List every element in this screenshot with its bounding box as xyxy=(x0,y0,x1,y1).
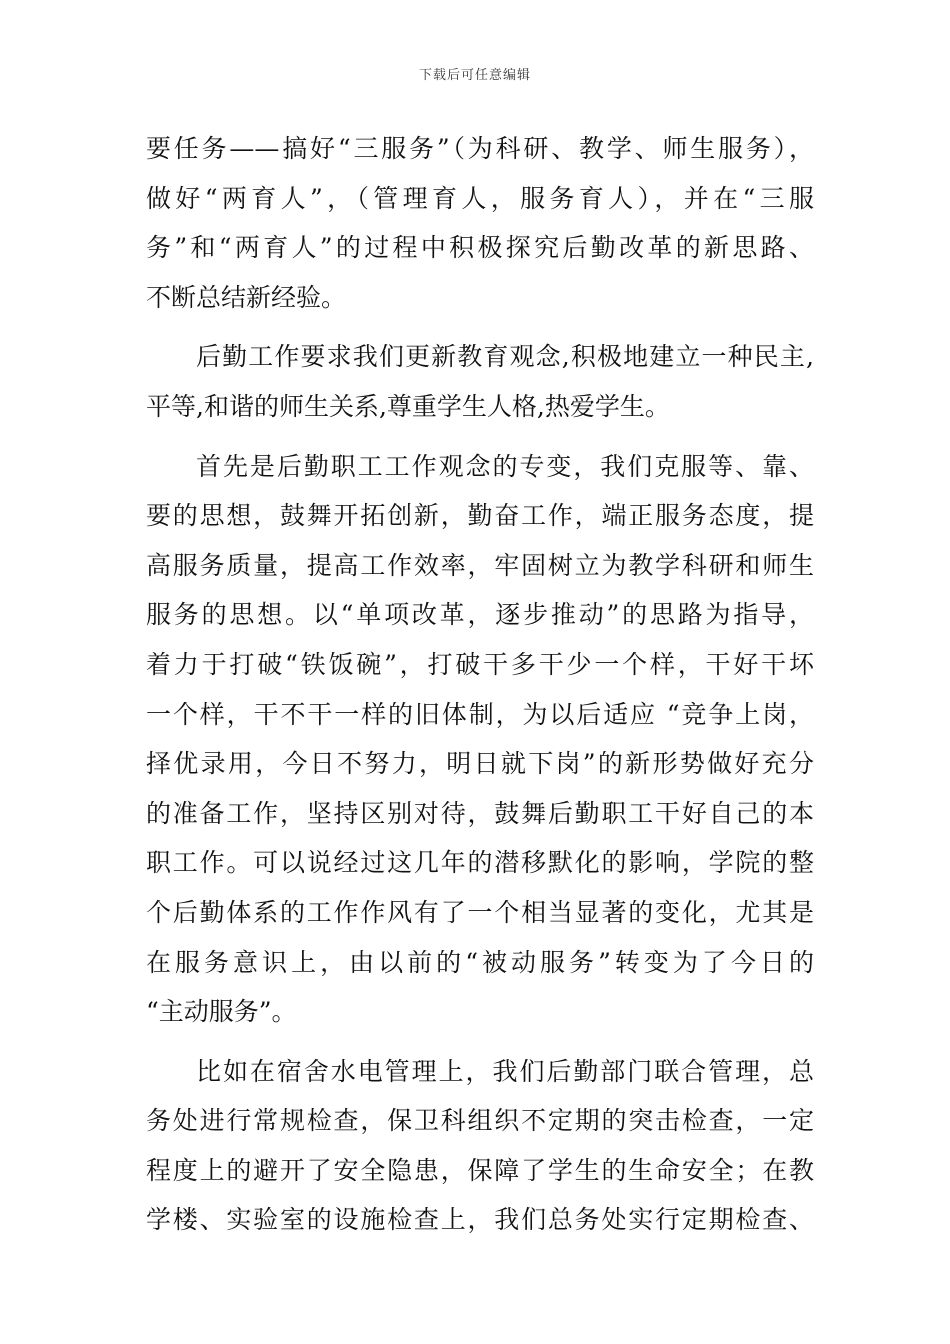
text-line: 的准备工作，坚持区别对待，鼓舞后勤职工干好自己的本 xyxy=(146,798,814,828)
text-line: 服务的思想。以“单项改革，逐步推动”的思路为指导， xyxy=(146,600,814,630)
text-line: 要任务——搞好“三服务”（为科研、教学、师生服务）， xyxy=(146,134,814,163)
document-body xyxy=(146,124,814,1245)
text-line: 不断总结新经验。 xyxy=(146,282,347,312)
paragraph-4 xyxy=(146,1047,814,1245)
text-line: 要的思想，鼓舞开拓创新，勤奋工作，端正服务态度，提 xyxy=(146,501,814,531)
text-line: “主动服务”。 xyxy=(146,997,297,1027)
text-line: 务”和“两育人”的过程中积极探究后勤改革的新思路、 xyxy=(146,233,814,263)
text-line: 着力于打破“铁饭碗”，打破干多干少一个样，干好干坏 xyxy=(146,649,814,679)
paragraph-1 xyxy=(146,124,814,322)
paragraph-3 xyxy=(146,442,814,1037)
text-line: 务处进行常规检查，保卫科组织不定期的突击检查，一定 xyxy=(146,1106,814,1136)
paragraph-2 xyxy=(146,332,814,431)
text-line: 择优录用，今日不努力，明日就下岗”的新形势做好充分 xyxy=(146,749,814,779)
text-line: 一个样，干不干一样的旧体制，为以后适应 “竞争上岗， xyxy=(146,699,814,729)
text-line: 后勤工作要求我们更新教育观念,积极地建立一种民主, xyxy=(196,342,814,372)
text-line: 平等,和谐的师生关系,尊重学生人格,热爱学生。 xyxy=(146,391,670,421)
text-line: 在服务意识上，由以前的“被动服务”转变为了今日的 xyxy=(146,947,814,977)
text-line: 程度上的避开了安全隐患，保障了学生的生命安全；在教 xyxy=(146,1155,814,1185)
text-line: 职工作。可以说经过这几年的潜移默化的影响，学院的整 xyxy=(146,848,814,878)
text-line: 比如在宿舍水电管理上，我们后勤部门联合管理，总 xyxy=(196,1056,814,1086)
page-header: 下载后可任意编辑 xyxy=(418,68,531,83)
text-line: 学楼、实验室的设施检查上，我们总务处实行定期检查、 xyxy=(146,1205,814,1235)
text-line: 首先是后勤职工工作观念的专变，我们克服等、靠、 xyxy=(196,451,814,481)
text-line: 高服务质量，提高工作效率，牢固树立为教学科研和师生 xyxy=(146,550,814,580)
text-line: 做好“两育人”，（管理育人，服务育人），并在“三服 xyxy=(146,183,814,213)
text-line: 个后勤体系的工作作风有了一个相当显著的变化，尤其是 xyxy=(146,897,814,927)
